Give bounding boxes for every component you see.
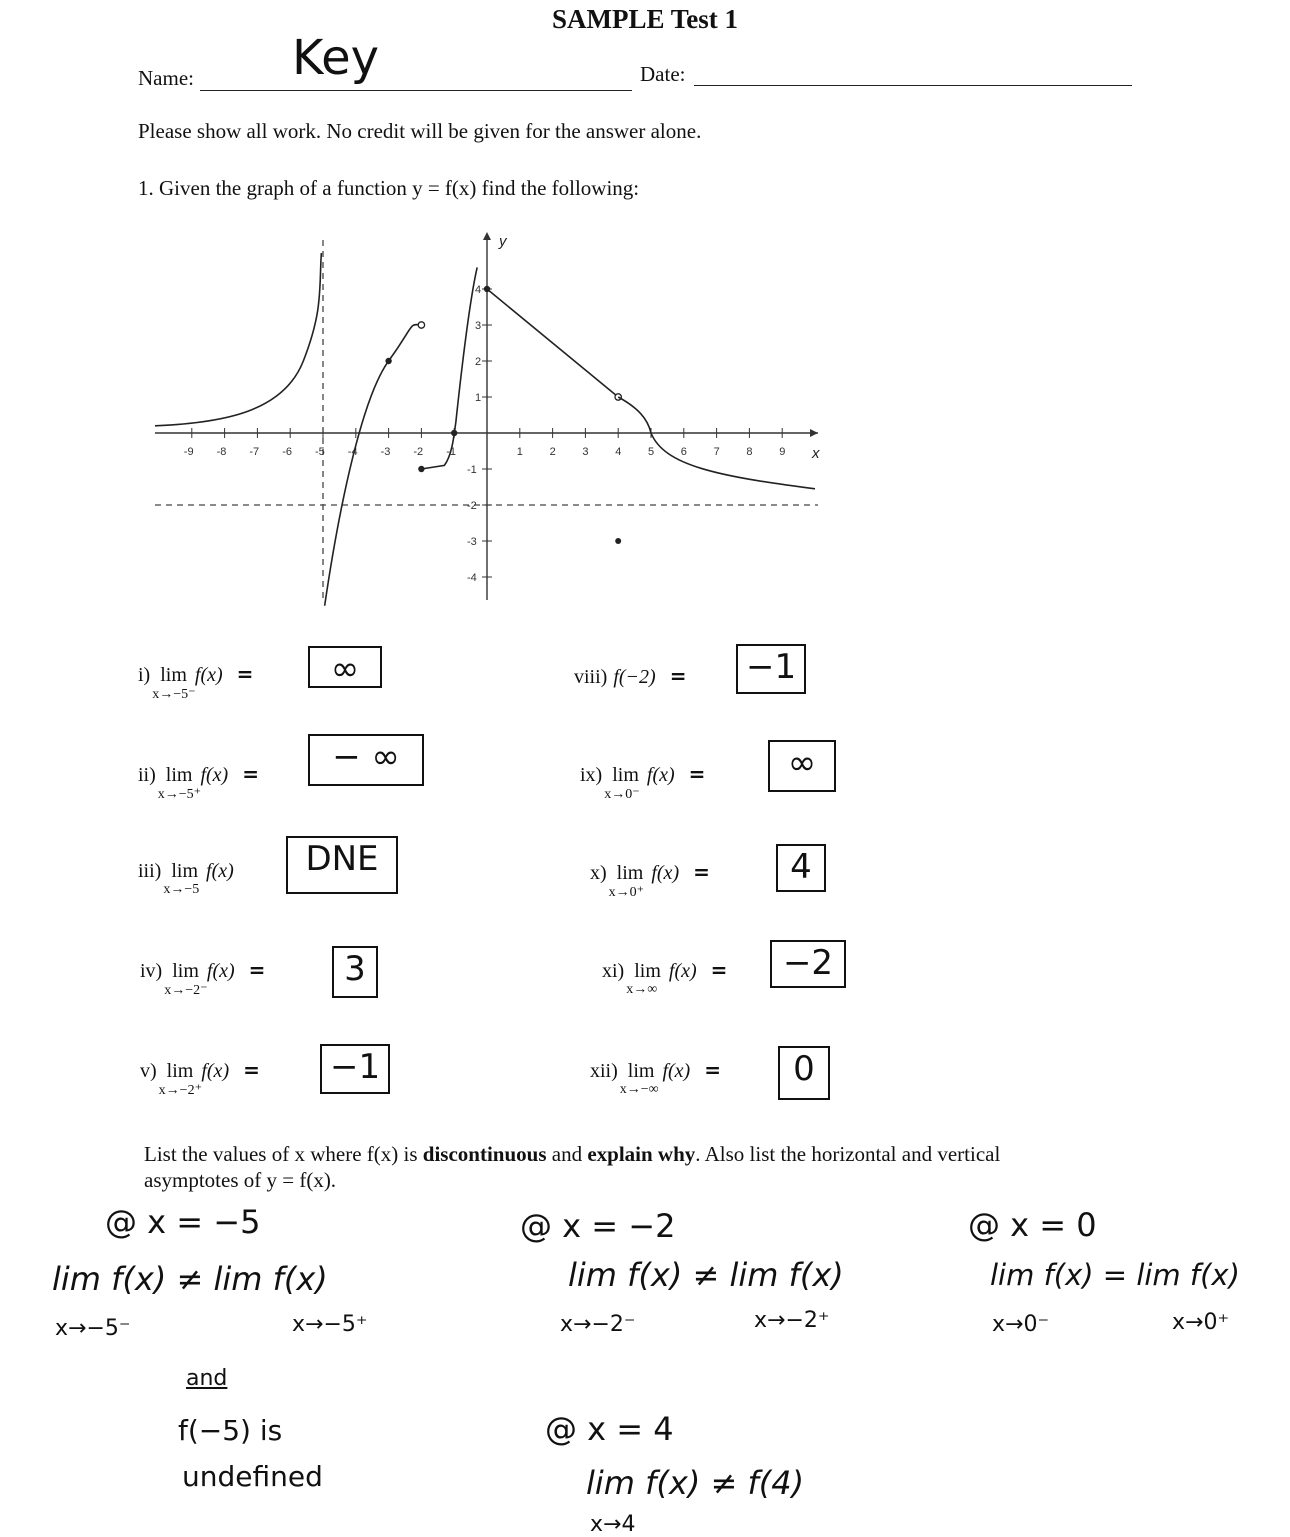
lim-subscript: x→−5: [163, 882, 200, 897]
answer-box-4: 3: [332, 946, 378, 998]
equals-sign: =: [704, 1058, 721, 1082]
lim-word: lim: [616, 862, 644, 884]
name-label: Name:: [138, 66, 194, 90]
lim-word: lim: [634, 960, 661, 982]
y-tick-label: -2: [467, 500, 477, 512]
note-c-sub-2: x→0⁺: [1172, 1310, 1230, 1335]
note-c-sub-1: x→0⁻: [992, 1312, 1050, 1337]
note-a-lim: lim f(x) ≠ lim f(x): [52, 1260, 328, 1298]
limit-part-1: [138, 662, 254, 702]
function-expression: f(x): [206, 960, 235, 982]
x-tick-label: 7: [713, 446, 720, 458]
page-title: SAMPLE Test 1: [551, 4, 739, 34]
x-axis-arrow: [810, 429, 818, 437]
equals-sign: =: [669, 664, 687, 688]
point-solid: [451, 430, 457, 436]
note-a-and: and: [186, 1366, 228, 1391]
point-isolated: [615, 538, 621, 544]
limit-part-9: [602, 958, 728, 997]
lim-word: lim: [160, 664, 187, 686]
lim-subscript: x→−5⁺: [157, 787, 202, 802]
x-tick-label: 2: [549, 446, 556, 458]
part-number: x): [590, 862, 607, 884]
function-expression: f(x): [194, 664, 223, 686]
lim-subscript: x→−2⁺: [158, 1083, 202, 1098]
curve-line-segment: [487, 289, 618, 397]
curve-center-branch: [421, 267, 477, 469]
x-tick-label: 1: [516, 446, 523, 458]
lim-subscript: x→−5⁻: [152, 687, 196, 702]
part-number: iv): [140, 960, 163, 982]
limit-part-10: [590, 1058, 721, 1097]
part-number: v): [140, 1060, 157, 1082]
limit-part-4: [140, 958, 266, 998]
point-open: [418, 322, 424, 328]
lim-subscript: x→0⁺: [608, 885, 645, 900]
prompt-text-b: . Also list the horizontal and vertical: [695, 1142, 1001, 1166]
answer-box-7: ∞: [768, 740, 836, 792]
note-a-f1: f(−5) is: [178, 1414, 283, 1447]
x-tick-label: -1: [446, 446, 456, 458]
y-tick-label: -4: [467, 572, 477, 584]
limit-part-2: [138, 762, 259, 802]
point-solid: [385, 358, 391, 364]
part-number: viii): [574, 666, 608, 688]
function-expression: f(x): [206, 860, 234, 882]
x-tick-label: 8: [746, 446, 753, 458]
lim-word: lim: [165, 764, 193, 786]
lim-subscript: x→−∞: [619, 1082, 659, 1097]
part-number: ii): [138, 764, 156, 786]
x-tick-label: -7: [249, 446, 260, 458]
point-solid: [484, 286, 490, 292]
y-axis-label: y: [499, 233, 507, 250]
equals-sign: =: [243, 1058, 260, 1082]
function-graph: [140, 220, 840, 615]
lim-word: lim: [166, 1060, 194, 1082]
limit-part-7: [580, 762, 706, 802]
lim-word: lim: [171, 860, 199, 882]
note-b-sub-1: x→−2⁻: [560, 1312, 636, 1337]
function-expression: f(−2): [613, 666, 656, 688]
answer-box-5: −1: [320, 1044, 390, 1094]
name-value: Key: [292, 30, 380, 86]
prompt-bold-2: explain why: [587, 1142, 696, 1166]
curve-left-branch: [155, 253, 321, 426]
equals-sign: =: [248, 958, 266, 982]
curve-right-branch: [618, 397, 815, 489]
function-expression: f(x): [201, 1060, 230, 1082]
lim-word: lim: [172, 960, 199, 982]
point-solid: [418, 466, 424, 472]
lim-subscript: x→0⁻: [604, 787, 640, 802]
date-label: Date:: [640, 62, 686, 86]
x-tick-label: 9: [779, 446, 786, 458]
question-1-prompt: 1. Given the graph of a function y = f(x) find the following:: [138, 176, 640, 200]
part-number: xi): [602, 960, 625, 982]
x-tick-label: 6: [680, 446, 687, 458]
answer-box-3: DNE: [286, 836, 398, 894]
note-a-head: @ x = −5: [105, 1203, 261, 1241]
note-d-sub: x→4: [590, 1512, 636, 1537]
x-tick-label: -5: [315, 446, 325, 458]
x-tick-label: -2: [413, 446, 424, 458]
y-tick-label: 4: [475, 284, 482, 296]
part-number: ix): [580, 764, 603, 786]
answer-box-6: −1: [736, 644, 806, 694]
equals-sign: =: [693, 860, 710, 884]
y-tick-label: 2: [475, 356, 482, 368]
note-b-lim: lim f(x) ≠ lim f(x): [568, 1256, 844, 1294]
lim-word: lim: [612, 764, 639, 786]
equals-sign: =: [710, 958, 728, 982]
limit-part-3: [138, 860, 234, 897]
note-b-sub-2: x→−2⁺: [754, 1308, 830, 1333]
x-tick-label: 3: [582, 446, 589, 458]
function-expression: f(x): [200, 764, 229, 786]
function-expression: f(x): [668, 960, 697, 982]
prompt-bold-1: discontinuous: [422, 1142, 547, 1166]
note-c-head: @ x = 0: [968, 1206, 1097, 1244]
answer-box-9: −2: [770, 940, 846, 988]
lim-word: lim: [627, 1060, 655, 1082]
lim-subscript: x→−2⁻: [164, 983, 208, 998]
equals-sign: =: [688, 762, 706, 786]
prompt-text-mid: and: [546, 1142, 588, 1166]
curve-middle-branch: [325, 325, 422, 606]
equals-sign: =: [242, 762, 259, 786]
y-tick-label: 3: [475, 320, 482, 332]
answer-box-8: 4: [776, 844, 826, 892]
prompt-text-a: List the values of x where f(x) is: [144, 1142, 423, 1166]
discontinuity-prompt-line-2: asymptotes of y = f(x).: [144, 1168, 337, 1192]
answer-box-1: ∞: [308, 646, 382, 688]
x-tick-label: 4: [615, 446, 622, 458]
y-tick-label: -1: [467, 464, 477, 476]
lim-subscript: x→∞: [626, 982, 658, 997]
x-tick-label: -8: [216, 446, 227, 458]
y-axis-arrow: [483, 232, 491, 240]
note-c-lim: lim f(x) = lim f(x): [990, 1258, 1240, 1292]
answer-box-2: − ∞: [308, 734, 424, 786]
note-a-sub-2: x→−5⁺: [292, 1312, 368, 1337]
function-expression: f(x): [646, 764, 675, 786]
note-b-head: @ x = −2: [520, 1207, 676, 1245]
date-line: [694, 85, 1132, 86]
equals-sign: =: [236, 662, 254, 686]
note-d-head: @ x = 4: [545, 1410, 674, 1448]
function-expression: f(x): [662, 1060, 691, 1082]
x-tick-label: -9: [183, 446, 194, 458]
x-axis-label: x: [812, 445, 820, 462]
note-d-lim: lim f(x) ≠ f(4): [586, 1464, 805, 1502]
x-tick-label: -6: [282, 446, 292, 458]
limit-part-5: [140, 1058, 260, 1098]
function-expression: f(x): [651, 862, 680, 884]
limit-part-8: [590, 860, 710, 900]
y-tick-label: 1: [475, 392, 482, 404]
discontinuity-prompt: [144, 1142, 1000, 1167]
answer-box-10: 0: [778, 1046, 830, 1100]
part-number: iii): [138, 860, 162, 882]
y-tick-label: -3: [467, 536, 477, 548]
part-number: xii): [590, 1060, 618, 1082]
x-tick-label: -3: [380, 446, 391, 458]
x-tick-label: 5: [648, 446, 655, 458]
note-a-f2: undefined: [182, 1460, 323, 1493]
part-number: i): [138, 664, 151, 686]
note-a-sub-1: x→−5⁻: [55, 1316, 131, 1341]
x-tick-label: -4: [347, 446, 358, 458]
limit-part-6: [574, 664, 686, 689]
instructions: Please show all work. No credit will be given for the answer alone.: [138, 119, 702, 143]
name-line: [200, 90, 632, 91]
